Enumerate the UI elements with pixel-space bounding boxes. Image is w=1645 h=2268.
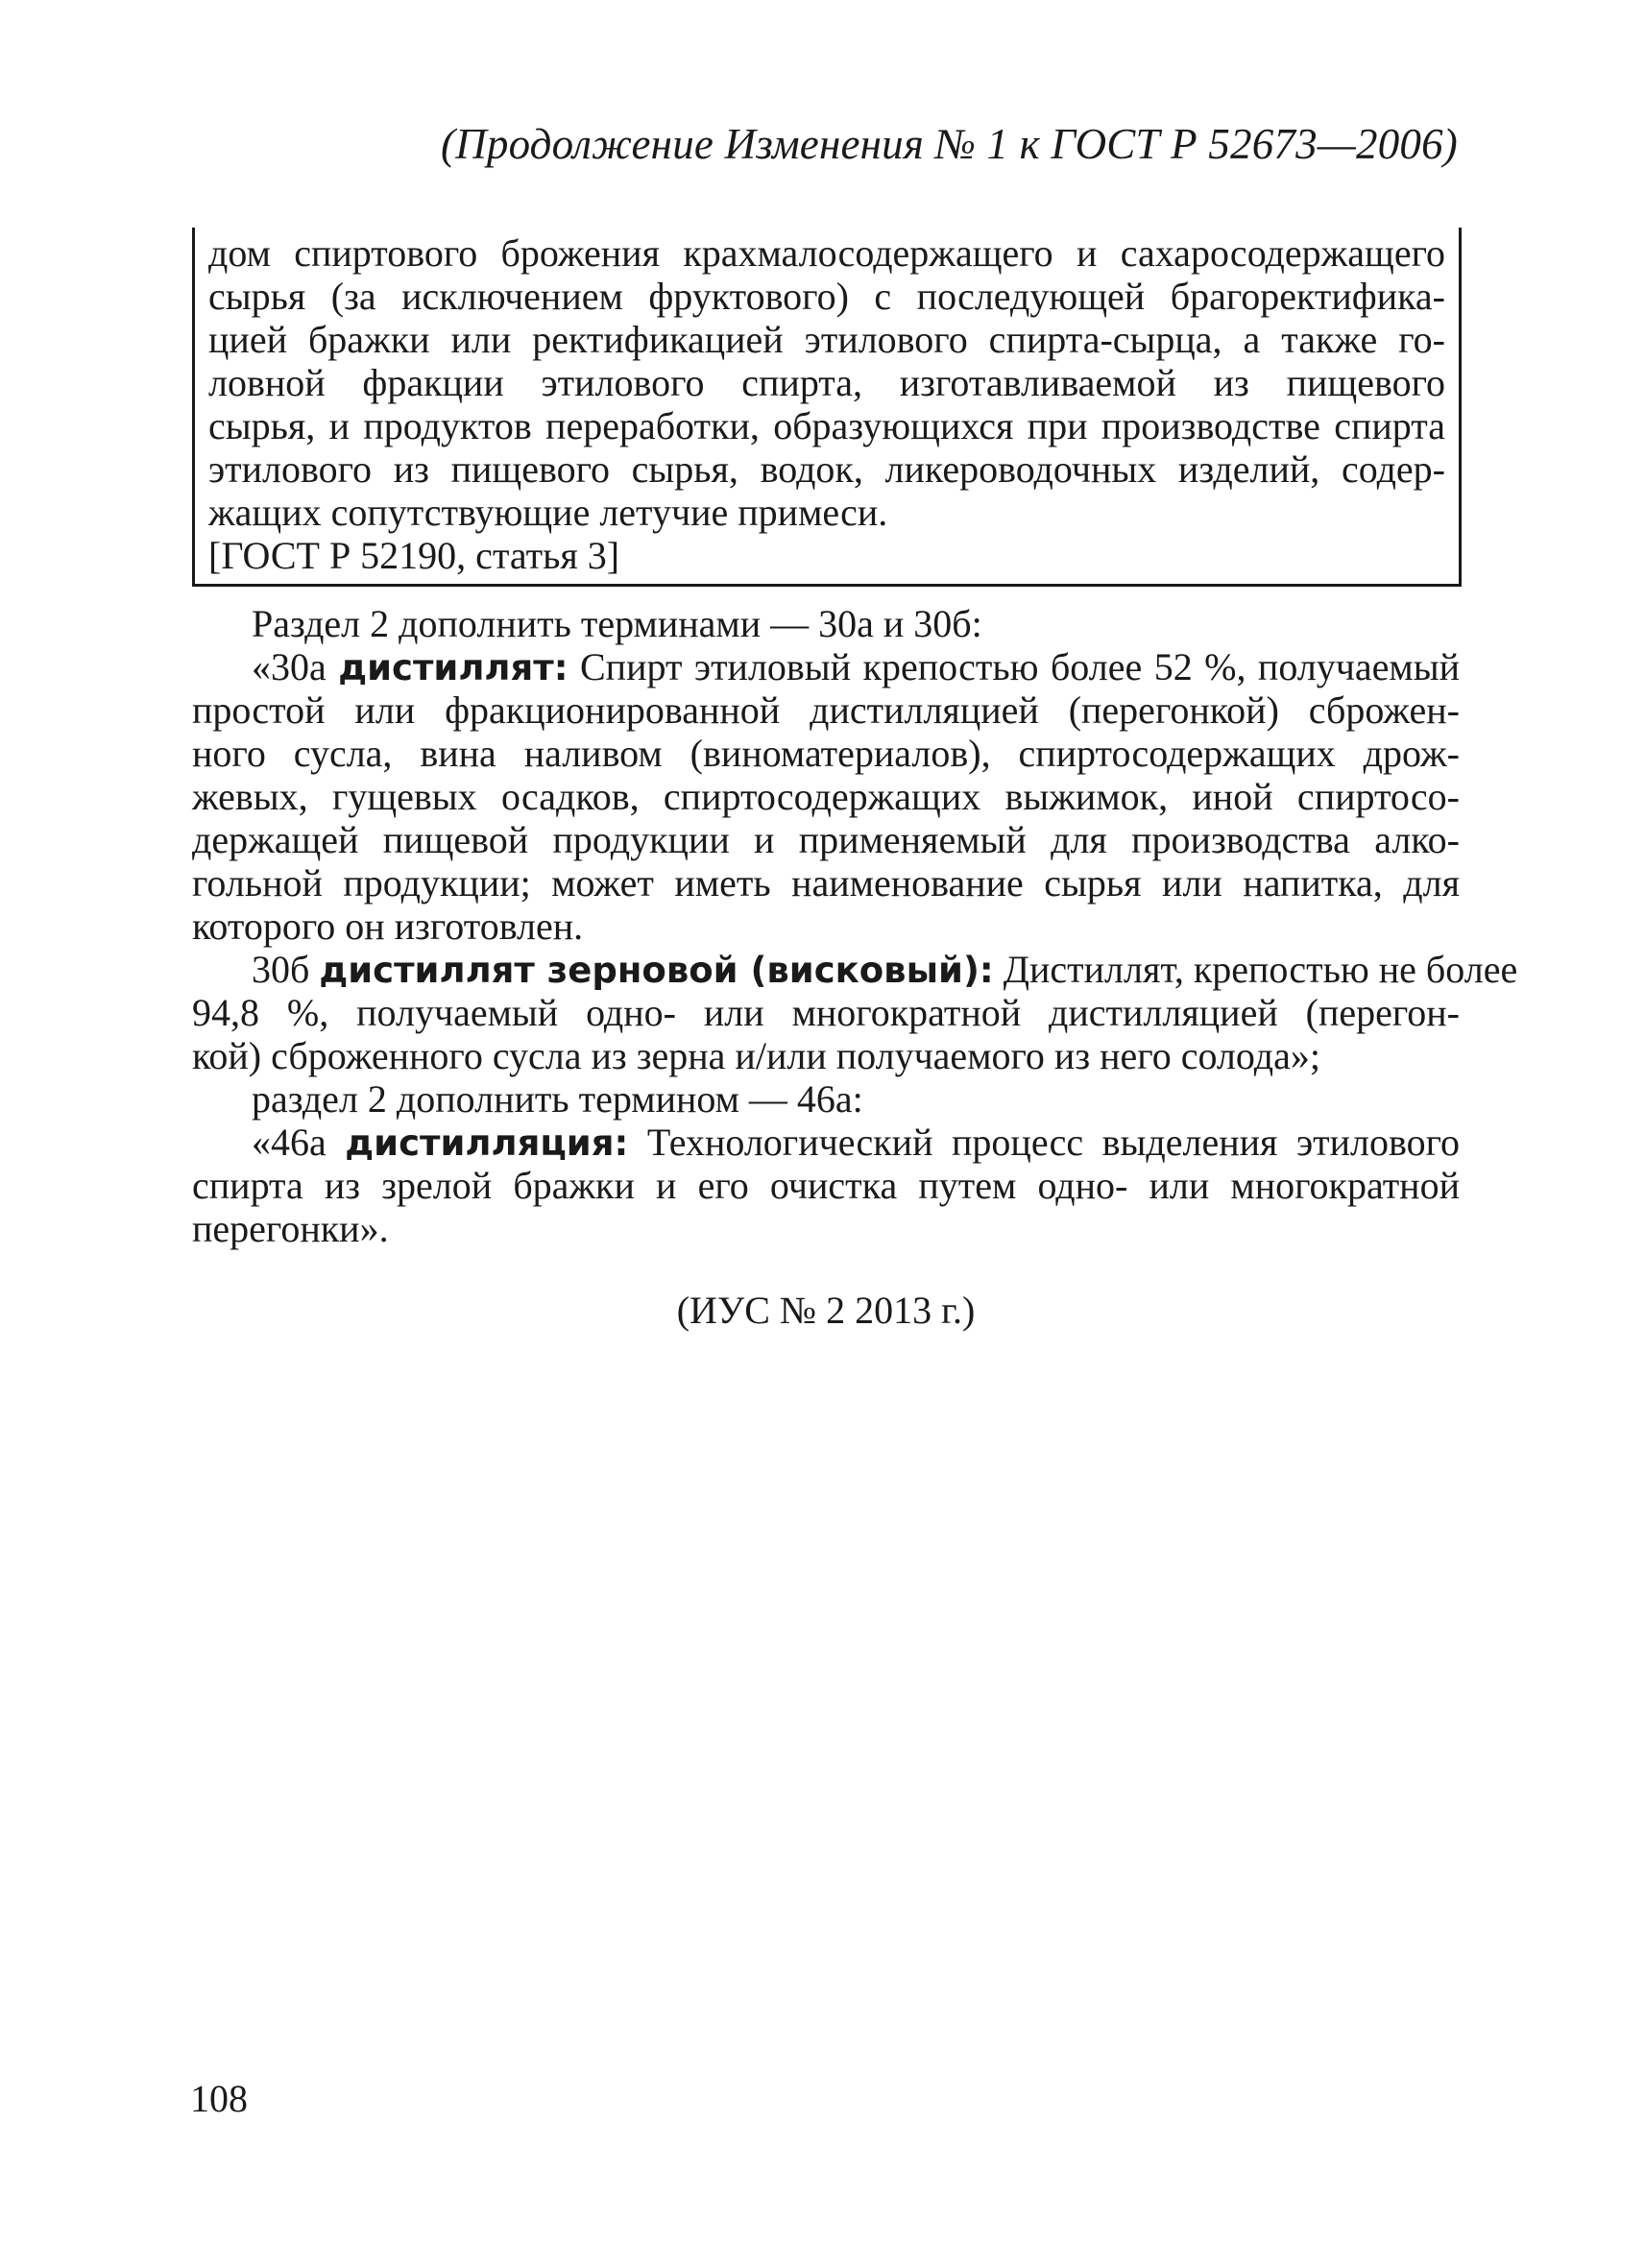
term-30a-line: держащей пищевой продукции и применяемый для производства алко-	[192, 818, 1460, 861]
term-30a-line: простой или фракционированной дистилляцией (перегонкой) сброжен-	[192, 688, 1460, 732]
term-title: дистилляция:	[345, 1122, 629, 1164]
term-30a-line: ного сусла, вина наливом (виноматериалов), спиртосодержащих дрож-	[192, 732, 1460, 775]
boxed-definition	[192, 228, 1462, 587]
term-number: 30б	[252, 948, 320, 991]
term-text: Спирт этиловый крепостью более 52 %, получаемый	[568, 645, 1460, 688]
term-title: дистиллят:	[338, 647, 568, 688]
paragraph-amendment-46: раздел 2 дополнить термином — 46а:	[252, 1077, 863, 1121]
term-30a-line: гольной продукции; может иметь наименование сырья или напитка, для	[192, 861, 1460, 905]
term-30a-line: которого он изготовлен.	[192, 905, 584, 948]
term-number: «30а	[252, 645, 339, 688]
term-text: Технологический процесс выделения этилового	[628, 1121, 1460, 1164]
paragraph-amendment-30: Раздел 2 дополнить терминами — 30а и 30б:	[252, 602, 982, 645]
boxed-line: сырья (за исключением фруктового) с последующей брагоректифика-	[208, 275, 1445, 318]
boxed-line: ловной фракции этилового спирта, изготавливаемой из пищевого	[208, 361, 1445, 404]
term-46a-line	[192, 1121, 1460, 1165]
source-reference: (ИУС № 2 2013 г.)	[676, 1289, 976, 1332]
boxed-line: дом спиртового брожения крахмалосодержащего и сахаросодержащего	[208, 231, 1445, 275]
term-46a-line: спирта из зрелой бражки и его очистка путем одно- или многократной	[192, 1164, 1460, 1207]
term-30a-line	[192, 645, 1460, 689]
boxed-line: жащих сопутствующие летучие примеси.	[208, 491, 888, 534]
page-number: 108	[190, 2077, 248, 2120]
running-header: (Продолжение Изменения № 1 к ГОСТ Р 52673—2006)	[440, 120, 1458, 168]
term-number: «46а	[252, 1121, 346, 1164]
term-46a-line: перегонки».	[192, 1207, 389, 1250]
term-30b-line: 94,8 %, получаемый одно- или многократной дистилляцией (перегон-	[192, 991, 1460, 1034]
term-text: Дистиллят, крепостью не более	[993, 948, 1518, 991]
term-30a-line: жевых, гущевых осадков, спиртосодержащих выжимок, иной спиртосо-	[192, 775, 1460, 818]
term-30b-line	[192, 948, 1518, 992]
boxed-line: этилового из пищевого сырья, водок, ликероводочных изделий, содер-	[208, 447, 1445, 491]
term-title: дистиллят зерновой (висковый):	[319, 950, 994, 991]
term-30b-line: кой) сброженного сусла из зерна и/или получаемого из него солода»;	[192, 1034, 1320, 1077]
boxed-line: цией бражки или ректификацией этилового спирта-сырца, а также го-	[208, 318, 1445, 361]
boxed-line: сырья, и продуктов переработки, образующихся при производстве спирта	[208, 404, 1445, 447]
boxed-reference: [ГОСТ Р 52190, статья 3]	[208, 534, 620, 577]
